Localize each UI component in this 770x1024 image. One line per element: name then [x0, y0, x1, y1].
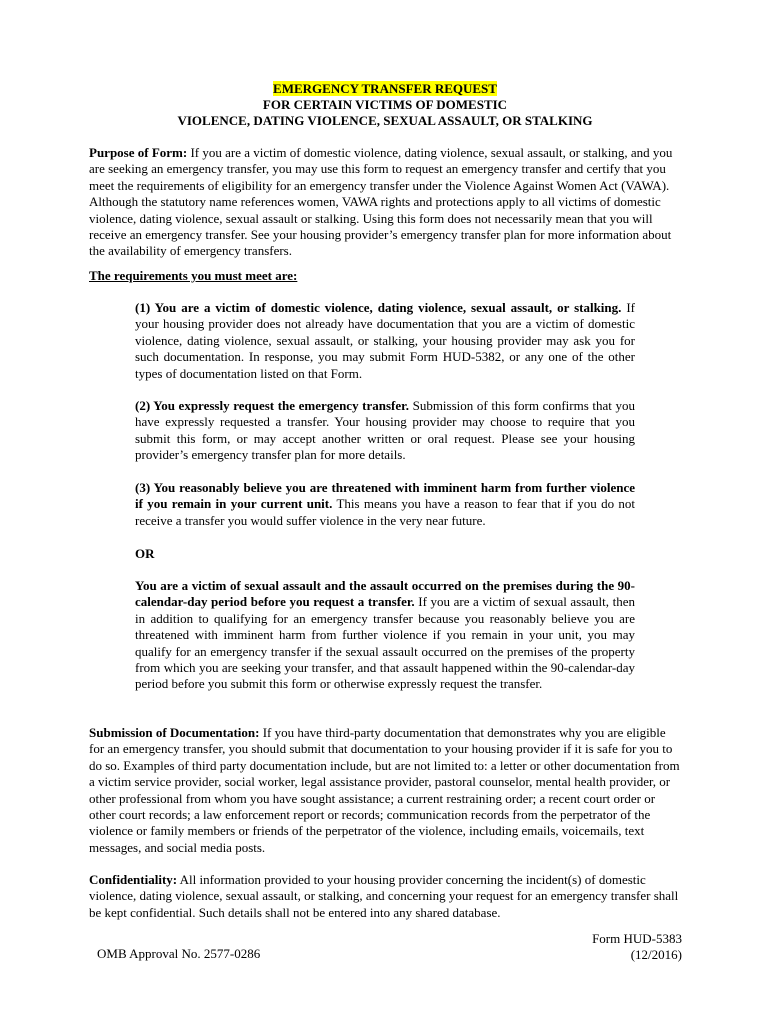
omb-approval-number: OMB Approval No. 2577-0286	[97, 946, 261, 961]
or-separator: OR	[135, 546, 155, 561]
form-subtitle-line2: VIOLENCE, DATING VIOLENCE, SEXUAL ASSAULT, OR STALKING	[177, 113, 593, 128]
requirement-2-heading: (2) You expressly request the emergency transfer.	[135, 398, 409, 413]
requirement-3-text: This means you have a reason to fear that if you do not receive a transfer you would suffer violence in the very near future.	[135, 496, 636, 528]
submission-label: Submission of Documentation:	[89, 725, 260, 740]
submission-text: If you have third-party documentation that demonstrates why you are eligible for an emergency transfer, you should submit that documentation to your housing provider if it is safe for you to do so. Examples of third party documentation include, but are not limited to: a letter or other documentation from a victim service provider, social worker, legal assistance provider, pastoral counselor, mental health provider, or other professional from whom you have sought assistance; a current restraining order; a recent court order or other court records; a law enforcement report or records; communication records from the perpetrator of the violence or family members or friends of the perpetrator of the violence, including emails, voicemails, text messages, and social media posts.	[89, 725, 680, 855]
submission-paragraph	[89, 725, 681, 856]
form-number: Form HUD-5383	[592, 931, 682, 946]
requirement-3-alt-heading: You are a victim of sexual assault and the assault occurred on the premises during the 90-calendar-day period before you request a transfer.	[135, 578, 635, 610]
requirement-1-heading: (1) You are a victim of domestic violence, dating violence, sexual assault, or stalking.	[135, 300, 622, 315]
form-number-block	[592, 931, 682, 963]
requirement-3-heading: (3) You reasonably believe you are threatened with imminent harm from further violence if you remain in your current unit.	[135, 480, 635, 512]
form-title-block	[0, 81, 770, 129]
confidentiality-label: Confidentiality:	[89, 872, 178, 887]
requirement-3-alternative	[135, 578, 635, 693]
form-subtitle-line1: FOR CERTAIN VICTIMS OF DOMESTIC	[262, 97, 508, 112]
confidentiality-text: All information provided to your housing provider concerning the incident(s) of domestic violence, dating violence, sexual assault, or stalking, and concerning your request for an emergency transfer shall be kept confidential. Such details shall not be entered into any shared database.	[89, 872, 679, 920]
purpose-text: If you are a victim of domestic violence, dating violence, sexual assault, or stalking, and you are seeking an emergency transfer, you may use this form to request an emergency transfer and certify that you meet the requirements of eligibility for an emergency transfer under the Violence Against Women Act (VAWA). Although the statutory name references women, VAWA rights and protections apply to all victims of domestic violence, dating violence, sexual assault or stalking. Using this form does not necessarily mean that you will receive an emergency transfer. See your housing provider’s emergency transfer plan for more information about the availability of emergency transfers.	[89, 145, 673, 259]
requirements-heading: The requirements you must meet are:	[89, 268, 298, 283]
confidentiality-paragraph	[89, 872, 681, 921]
form-title: EMERGENCY TRANSFER REQUEST	[273, 81, 497, 96]
requirement-1-text: If your housing provider does not already have documentation that you are a victim of domestic violence, dating violence, sexual assault, or stalking, your housing provider may ask you for such documentation. In response, you may submit Form HUD-5382, or any one of the other types of documentation listed on that Form.	[135, 300, 636, 381]
requirement-2-text: Submission of this form confirms that you have expressly requested a transfer. Your housing provider may choose to require that you submit this form, or may accept another written or oral request. Please see your housing provider’s emergency transfer plan for more details.	[135, 398, 635, 463]
form-date: (12/2016)	[630, 947, 682, 962]
purpose-paragraph	[89, 145, 681, 260]
requirement-3-alt-text: If you are a victim of sexual assault, then in addition to qualifying for an emergency transfer because you reasonably believe you are threatened with imminent harm from further violence if you remain in your unit, you may qualify for an emergency transfer if the sexual assault occurred on the premises of the property from which you are seeking your transfer, and that assault happened within the 90-calendar-day period before you submit this form or otherwise expressly request the transfer.	[135, 594, 636, 692]
requirement-3	[135, 480, 635, 529]
purpose-label: Purpose of Form:	[89, 145, 188, 160]
requirement-1	[135, 300, 635, 382]
requirement-2	[135, 398, 635, 464]
